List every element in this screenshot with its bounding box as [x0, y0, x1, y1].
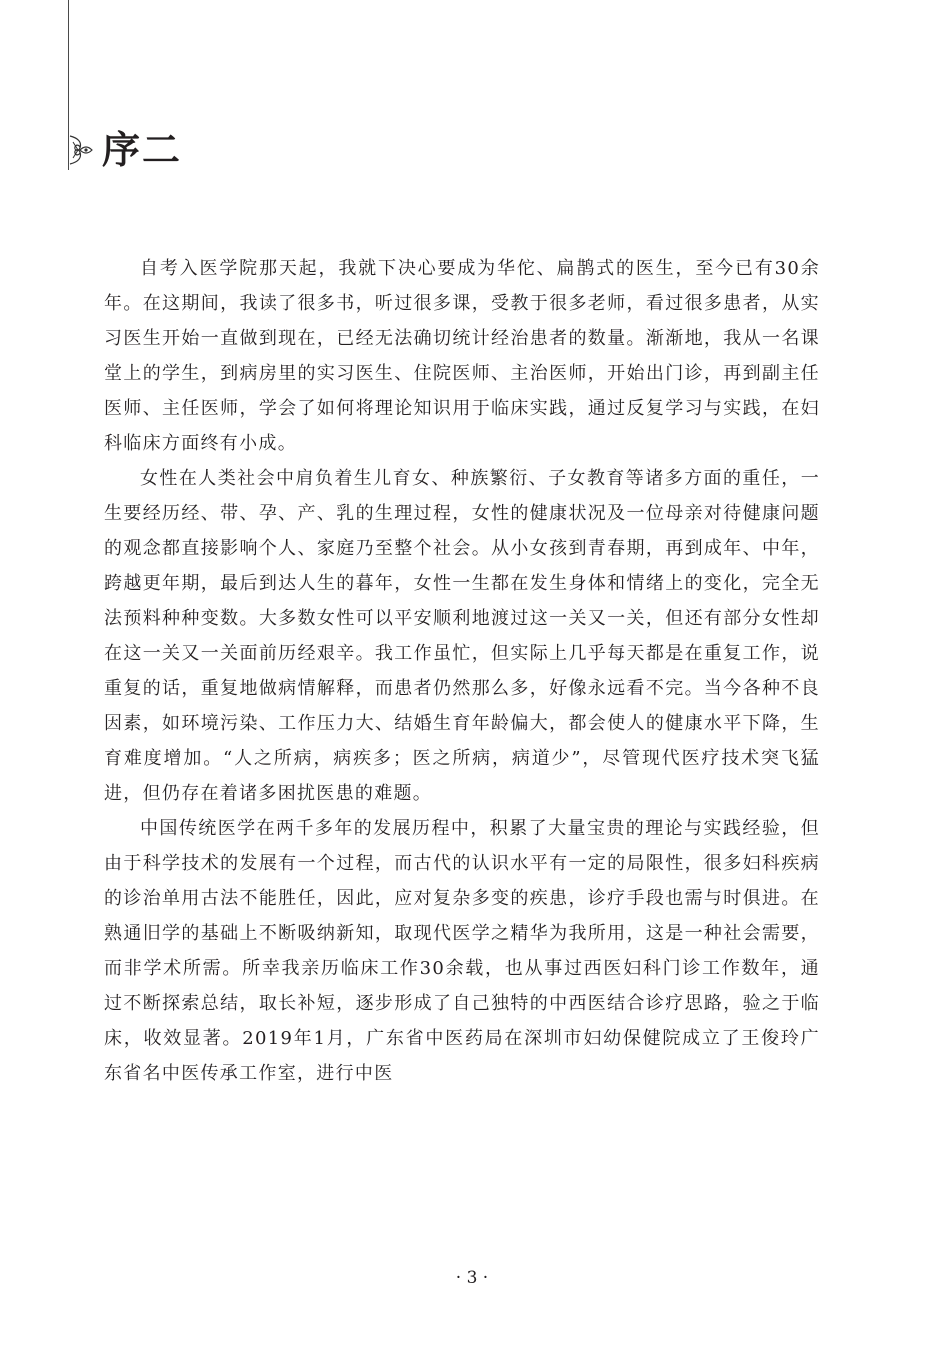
- section-title: 序二: [102, 127, 183, 172]
- page-number: · 3 ·: [455, 1268, 489, 1288]
- paragraph-2: 女性在人类社会中肩负着生儿育女、种族繁衍、子女教育等诸多方面的重任，一生要经历经、带、孕、产、乳的生理过程，女性的健康状况及一位母亲对待健康问题的观念都直接影响个人、家庭乃至整个社会。从小女孩到青春期，再到成年、中年，跨越更年期，最后到达人生的暮年，女性一生都在发生身体和情绪上的变化，完全无法预料种种变数。大多数女性可以平安顺利地渡过这一关又一关，但还有部分女性却在这一关又一关面前历经艰辛。我工作虽忙，但实际上几乎每天都是在重复工作，说重复的话，重复地做病情解释，而患者仍然那么多，好像永远看不完。当今各种不良因素，如环境污染、工作压力大、结婚生育年龄偏大，都会使人的健康水平下降，生育难度增加。“人之所病，病疾多；医之所病，病道少”，尽管现代医疗技术突飞猛进，但仍存在着诸多困扰医患的难题。: [104, 468, 820, 804]
- paragraph-3: 中国传统医学在两千多年的发展历程中，积累了大量宝贵的理论与实践经验，但由于科学技术的发展有一个过程，而古代的认识水平有一定的局限性，很多妇科疾病的诊治单用古法不能胜任，因此，应对复杂多变的疾患，诊疗手段也需与时俱进。在熟通旧学的基础上不断吸纳新知，取现代医学之精华为我所用，这是一种社会需要，而非学术所需。所幸我亲历临床工作30余载，也从事过西医妇科门诊工作数年，通过不断探索总结，取长补短，逐步形成了自己独特的中西医结合诊疗思路，验之于临床，收效显著。2019年1月，广东省中医药局在深圳市妇幼保健院成立了王俊玲广东省名中医传承工作室，进行中医: [104, 818, 820, 1084]
- body-text: [104, 251, 820, 1091]
- scroll-ornament-icon: [68, 132, 96, 168]
- paragraph-1: 自考入医学院那天起，我就下决心要成为华佗、扁鹊式的医生，至今已有30余年。在这期间，我读了很多书，听过很多课，受教于很多老师，看过很多患者，从实习医生开始一直做到现在，已经无法确切统计经治患者的数量。渐渐地，我从一名课堂上的学生，到病房里的实习医生、住院医师、主治医师，开始出门诊，再到副主任医师、主任医师，学会了如何将理论知识用于临床实践，通过反复学习与实践，在妇科临床方面终有小成。: [104, 258, 820, 454]
